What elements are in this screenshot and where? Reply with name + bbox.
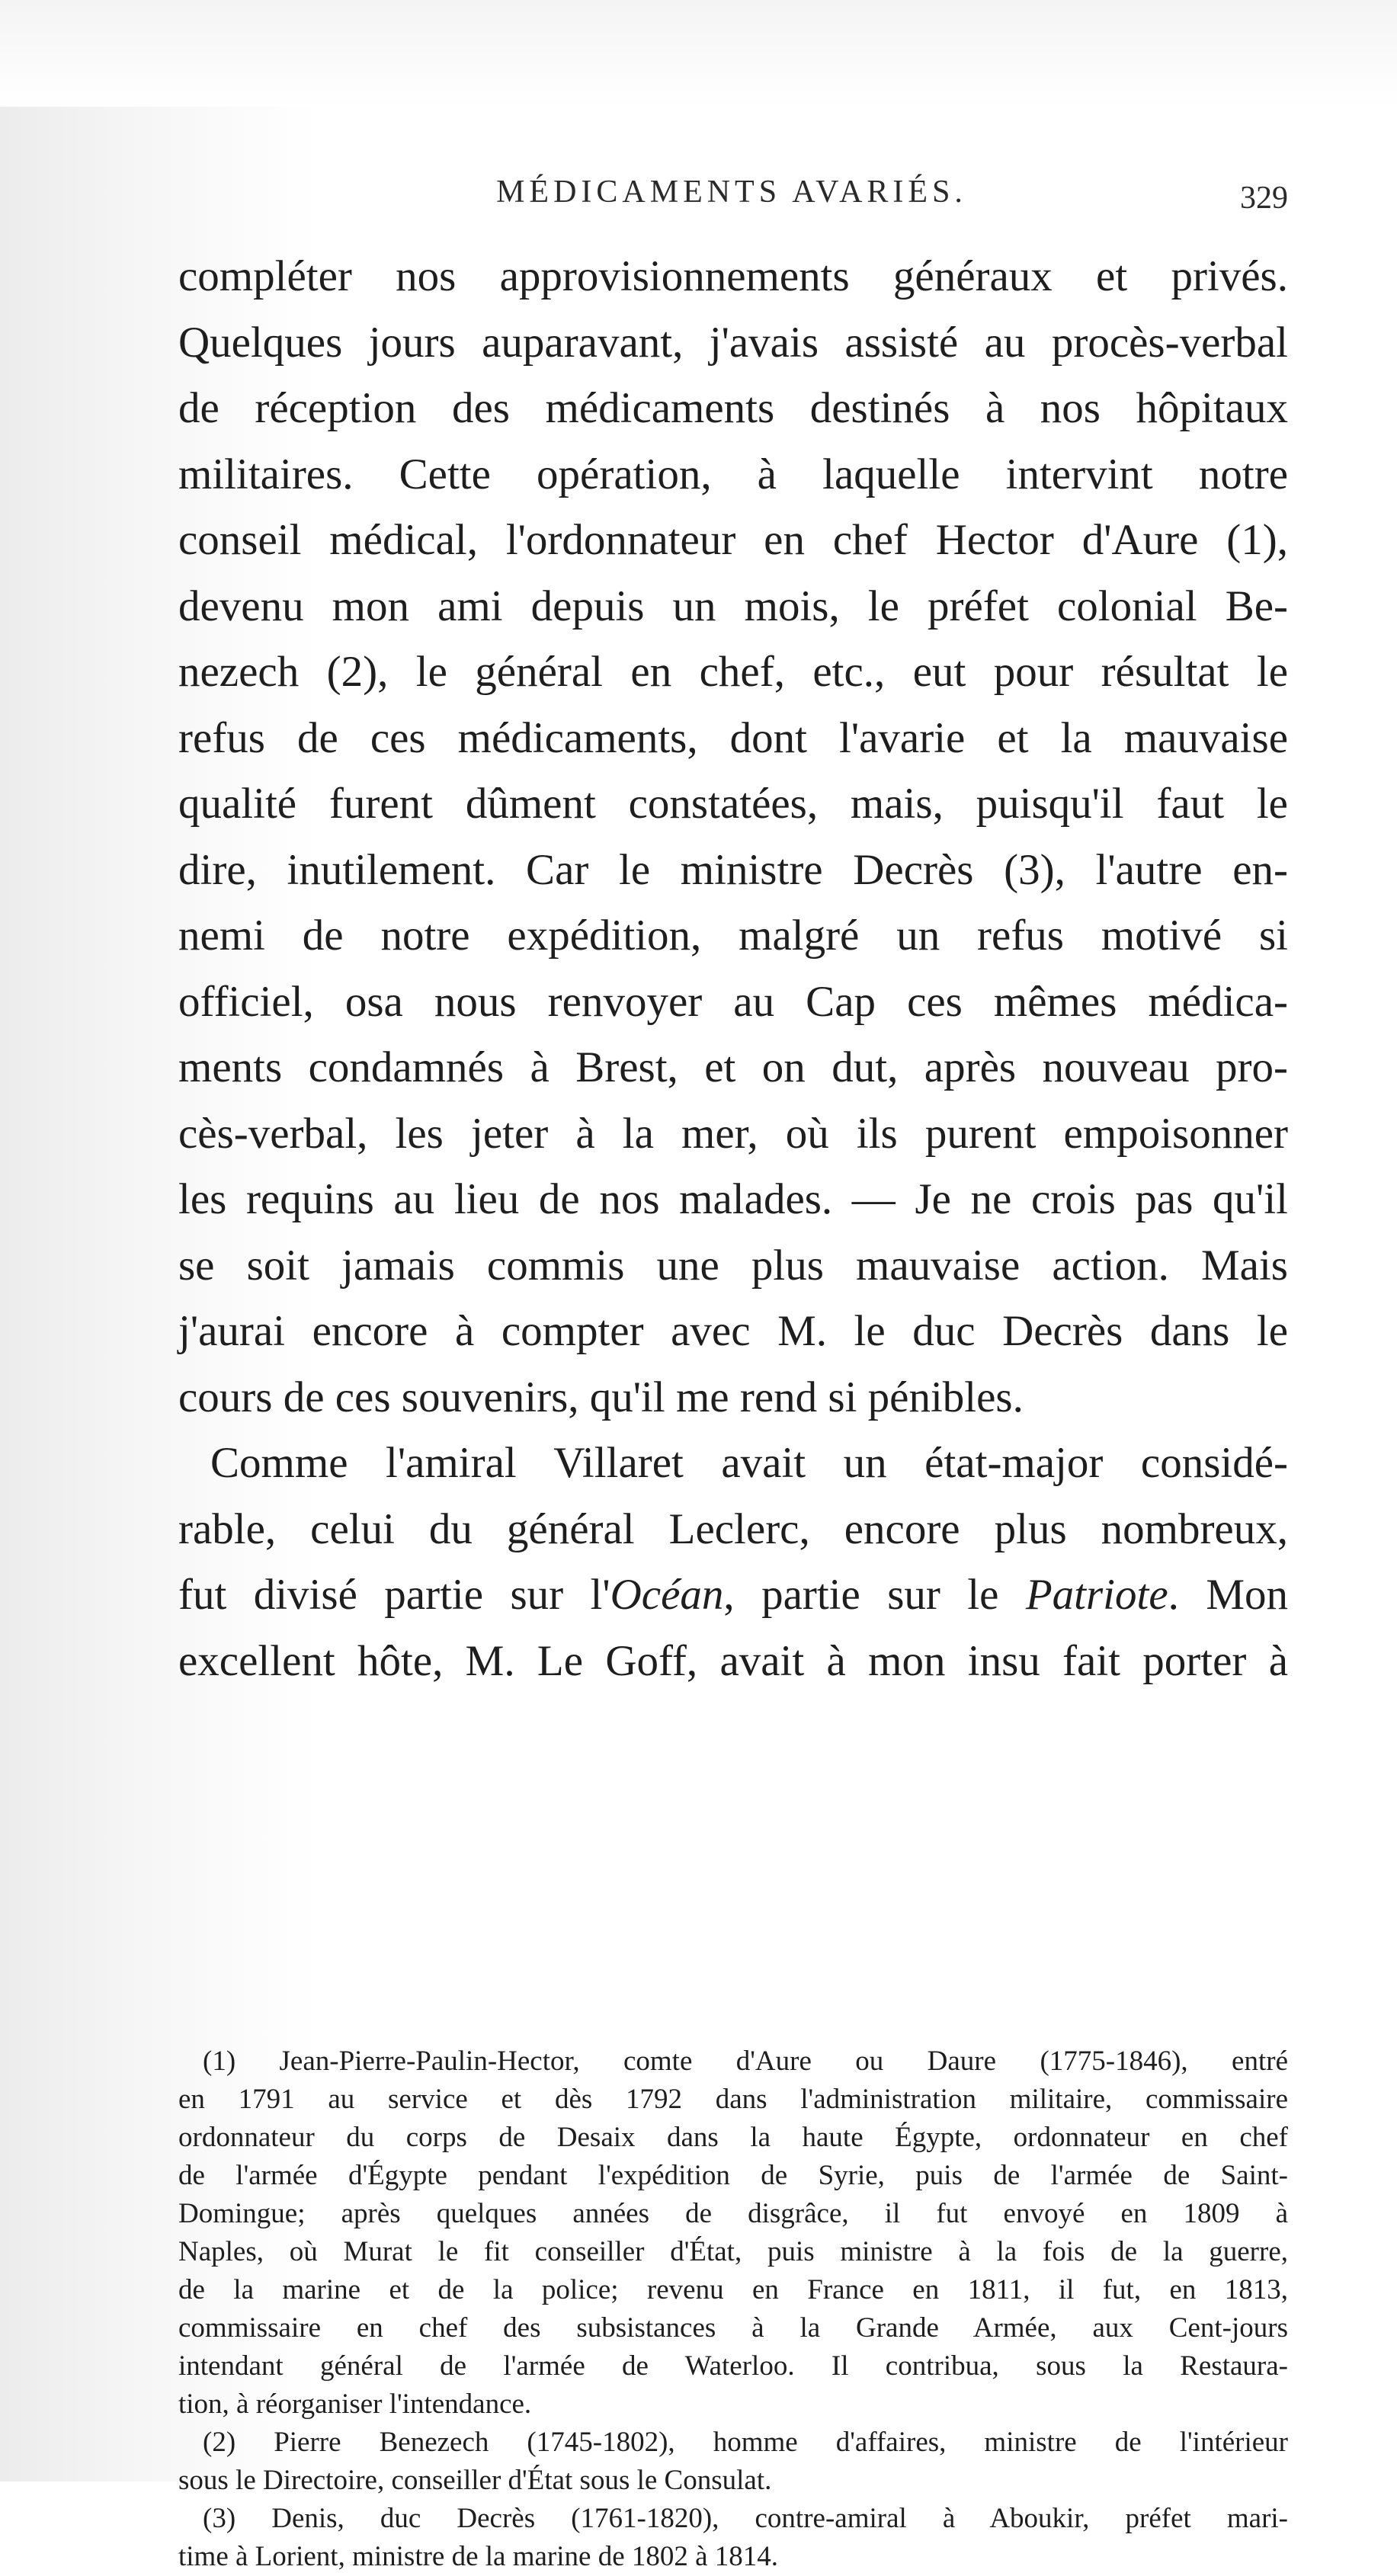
footnote-1-line: de la marine et de la police; revenu en France en 1811, il fut, en 1813, (178, 2274, 1288, 2305)
running-title: MÉDICAMENTS AVARIÉS. (496, 175, 967, 210)
text-line: rable, celui du général Leclerc, encore plus nombreux, (178, 1504, 1288, 1553)
page-header (175, 174, 1288, 219)
text-line: compléter nos approvisionnements généraux et privés. (178, 252, 1288, 300)
footnote-1-line: Naples, où Murat le fit conseiller d'État, puis ministre à la fois de la guerre, (178, 2236, 1288, 2267)
footnotes (178, 2043, 1288, 2576)
text-line: officiel, osa nous renvoyer au Cap ces mêmes médica- (178, 977, 1288, 1026)
text-line: de réception des médicaments destinés à nos hôpitaux (178, 384, 1288, 432)
text-line-with-italics (178, 1562, 1288, 1629)
main-text (178, 244, 1288, 1694)
text-line: les requins au lieu de nos malades. — Je ne crois pas qu'il (178, 1175, 1288, 1223)
footnote-2-line: (2) Pierre Benezech (1745-1802), homme d'affaires, ministre de l'intérieur (203, 2427, 1288, 2458)
footnote-3-line: time à Lorient, ministre de la marine de 1802 à 1814. (178, 2541, 779, 2572)
page-number: 329 (1240, 181, 1288, 216)
footnote-1-line: (1) Jean-Pierre-Paulin-Hector, comte d'Aure ou Daure (1775-1846), entré (203, 2046, 1288, 2077)
text-line: conseil médical, l'ordonnateur en chef Hector d'Aure (1), (178, 516, 1288, 564)
footnote-1-line: Domingue; après quelques années de disgrâce, il fut envoyé en 1809 à (178, 2198, 1288, 2229)
text-line: cès-verbal, les jeter à la mer, où ils purent empoisonner (178, 1109, 1288, 1158)
text-run: fut divisé partie sur l' (178, 1571, 610, 1619)
ship-name-patriote: Patriote (1025, 1571, 1168, 1619)
text-line: ments condamnés à Brest, et on dut, après nouveau pro- (178, 1043, 1288, 1091)
scan-top-shadow (0, 0, 1397, 107)
text-line: se soit jamais commis une plus mauvaise action. Mais (178, 1241, 1288, 1290)
footnote-1-line: ordonnateur du corps de Desaix dans la haute Égypte, ordonnateur en chef (178, 2122, 1288, 2153)
footnote-1-line: de l'armée d'Égypte pendant l'expédition de Syrie, puis de l'armée de Saint- (178, 2160, 1288, 2191)
footnote-1-line: intendant général de l'armée de Waterloo. Il contribua, sous la Restaura- (178, 2350, 1288, 2382)
text-line: refus de ces médicaments, dont l'avarie et la mauvaise (178, 713, 1288, 762)
text-line: devenu mon ami depuis un mois, le préfet colonial Be- (178, 582, 1288, 630)
text-line: nezech (2), le général en chef, etc., eut pour résultat le (178, 648, 1288, 696)
text-line: nemi de notre expédition, malgré un refus motivé si (178, 912, 1288, 960)
footnote-3-line: (3) Denis, duc Decrès (1761-1820), contre-amiral à Aboukir, préfet mari- (203, 2503, 1288, 2534)
text-line: militaires. Cette opération, à laquelle intervint notre (178, 450, 1288, 498)
footnote-1-line: en 1791 au service et dès 1792 dans l'administration militaire, commissaire (178, 2084, 1288, 2115)
text-line: dire, inutilement. Car le ministre Decrès (3), l'autre en- (178, 845, 1288, 894)
text-run: , partie sur le (723, 1571, 1026, 1619)
text-line: j'aurai encore à compter avec M. le duc Decrès dans le (178, 1307, 1288, 1355)
text-line: cours de ces souvenirs, qu'il me rend si pénibles. (178, 1373, 1024, 1421)
footnote-2-line: sous le Directoire, conseiller d'État sous le Consulat. (178, 2465, 772, 2496)
ship-name-ocean: Océan (610, 1571, 724, 1619)
footnote-1-line: commissaire en chef des subsistances à la Grande Armée, aux Cent-jours (178, 2312, 1288, 2344)
text-line: Quelques jours auparavant, j'avais assisté au procès-verbal (178, 318, 1288, 367)
footnote-1-line: tion, à réorganiser l'intendance. (178, 2389, 532, 2420)
text-line: Comme l'amiral Villaret avait un état-major considé- (210, 1439, 1288, 1487)
text-line: excellent hôte, M. Le Goff, avait à mon insu fait porter à (178, 1636, 1288, 1685)
text-run: . Mon (1168, 1571, 1288, 1619)
text-line: qualité furent dûment constatées, mais, puisqu'il faut le (178, 780, 1288, 828)
